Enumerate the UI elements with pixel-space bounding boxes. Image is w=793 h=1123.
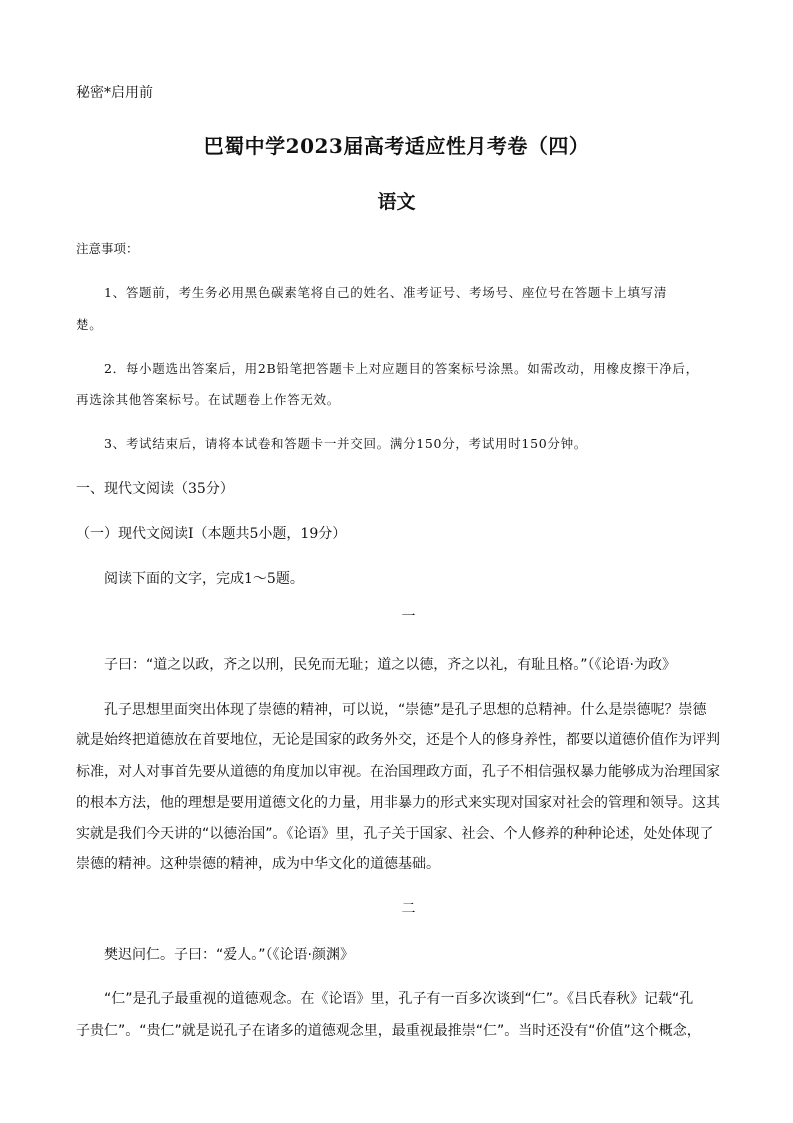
reading-instruction: 阅读下面的文字，完成1～5题。 — [104, 571, 304, 587]
passage-part-2-quote: 樊迟问仁。子曰：“爱人。”（《论语·颜渊》 — [104, 947, 354, 963]
notice-heading: 注意事项： — [76, 241, 139, 256]
subsection-heading: （一）现代文阅读Ⅰ（本题共5小题，19分） — [76, 526, 347, 542]
section-heading: 一、现代文阅读（35分） — [76, 481, 234, 497]
passage-part-2-line: “仁”是孔子最重视的道德观念。在《论语》里，孔子有一百多次谈到“仁”。《吕氏春秋》记载“孔 — [104, 991, 694, 1007]
passage-part-1-line: 就是始终把道德放在首要地位，无论是国家的政务外交，还是个人的修身养性，都要以道德价值作为评判 — [76, 732, 720, 748]
secret-mark: 秘密*启用前 — [76, 85, 153, 101]
passage-part-2-numeral: 二 — [401, 901, 416, 917]
passage-part-1-quote: 子曰：“道之以政，齐之以刑，民免而无耻；道之以德，齐之以礼，有耻且格。”（《论语·为政》 — [104, 657, 676, 673]
passage-part-2-line: 子贵仁”。“贵仁”就是说孔子在诸多的道德观念里，最重视最推崇“仁”。当时还没有“价值”这个概念， — [76, 1023, 701, 1039]
notice-item-1-line-2: 楚。 — [76, 317, 103, 332]
passage-part-1-numeral: 一 — [401, 609, 416, 625]
notice-item-2-line-1: 2．每小题选出答案后，用2B铅笔把答题卡上对应题目的答案标号涂黑。如需改动，用橡皮擦干净后， — [104, 361, 699, 376]
exam-title: 巴蜀中学2023届高考适应性月考卷（四） — [203, 134, 590, 158]
passage-part-1-line: 的根本方法，他的理想是要用道德文化的力量，用非暴力的形式来实现对国家对社会的管理和领导。这其 — [76, 795, 720, 811]
notice-item-2-line-2: 再选涂其他答案标号。在试题卷上作答无效。 — [76, 392, 341, 407]
passage-part-1-line: 崇德的精神。这种崇德的精神，成为中华文化的道德基础。 — [76, 856, 440, 872]
subject-title: 语文 — [377, 191, 416, 213]
notice-item-3: 3、考试结束后，请将本试卷和答题卡一并交回。满分150分，考试用时150分钟。 — [104, 436, 587, 451]
passage-part-1-line: 实就是我们今天讲的“以德治国”。《论语》里，孔子关于国家、社会、个人修养的种种论述，处处体现了 — [76, 826, 714, 842]
passage-part-1-line: 标准，对人对事首先要从道德的角度加以审视。在治国理政方面，孔子不相信强权暴力能够成为治理国家 — [76, 764, 720, 780]
passage-part-1-line: 孔子思想里面突出体现了崇德的精神，可以说，“崇德”是孔子思想的总精神。什么是崇德呢？崇德 — [104, 702, 707, 718]
notice-item-1-line-1: 1、答题前，考生务必用黑色碳素笔将自己的姓名、准考证号、考场号、座位号在答题卡上填写清 — [104, 285, 668, 300]
